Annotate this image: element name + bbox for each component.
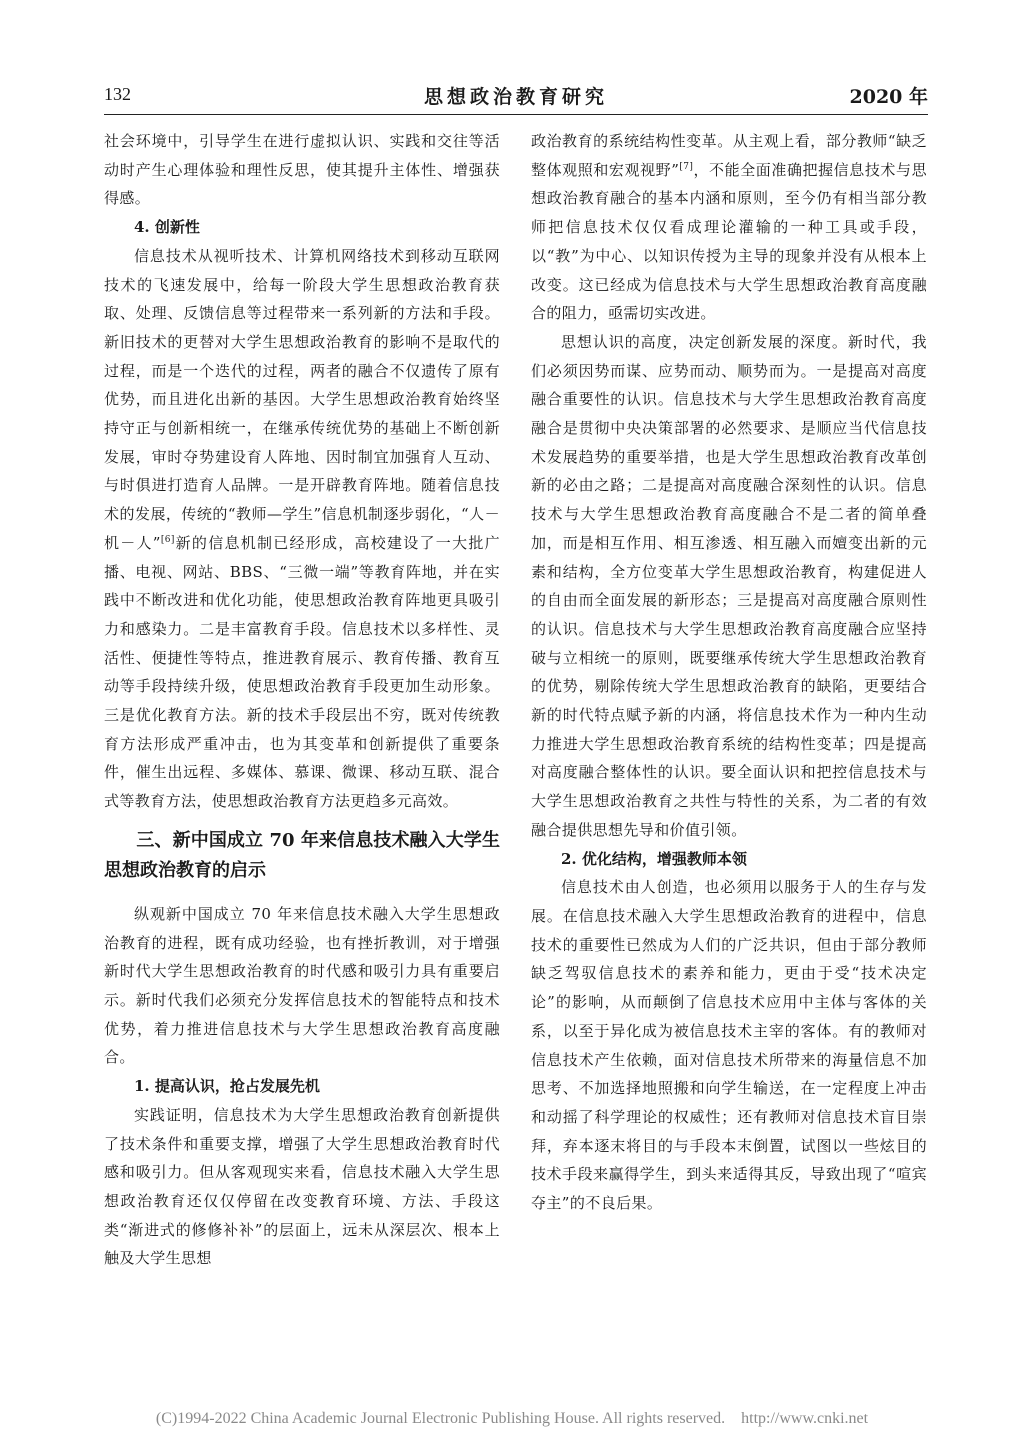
left-column: [104, 127, 500, 1377]
paragraph: 信息技术由人创造，也必须用以服务于人的生存与发展。在信息技术融入大学生思想政治教育的进程中，信息技术的重要性已然成为人们的广泛共识，但由于部分教师缺乏驾驭信息技术的素养和能力，更由于受“技术决定论”的影响，从而颠倒了信息技术应用中主体与客体的关系，以至于异化成为被信息技术主宰的客体。有的教师对信息技术产生依赖，面对信息技术所带来的海量信息不加思考、不加选择地照搬和向学生输送，在一定程度上冲击和动摇了科学理论的权威性；还有教师对信息技术盲目崇拜，弃本逐末将目的与手段本末倒置，试图以一些炫目的技术手段来赢得学生，到头来适得其反，导致出现了“喧宾夺主”的不良后果。: [531, 878, 927, 1213]
subheading-structure: 2. 优化结构，增强教师本领: [561, 849, 747, 868]
paragraph: 纵观新中国成立 70 年来信息技术融入大学生思想政治教育的进程，既有成功经验，也有挫折教训，对于增强新时代大学生思想政治教育的时代感和吸引力具有重要启示。新时代我们必须充分发挥信息技术的智能特点和技术优势，着力推进信息技术与大学生思想政治教育高度融合。: [104, 904, 500, 1067]
paragraph: 思想认识的高度，决定创新发展的深度。新时代，我们必须因势而谋、应势而动、顺势而为。一是提高对高度融合重要性的认识。信息技术与大学生思想政治教育高度融合是贯彻中央决策部署的必然要求、是顺应当代信息技术发展趋势的重要举措，也是大学生思想政治教育改革创新的必由之路；二是提高对高度融合深刻性的认识。信息技术与大学生思想政治教育高度融合不是二者的简单叠加，而是相互作用、相互渗透、相互融入而嬗变出新的元素和结构，全方位变革大学生思想政治教育，构建促进人的自由而全面发展的新形态；三是提高对高度融合原则性的认识。信息技术与大学生思想政治教育高度融合应坚持破与立相统一的原则，既要继承传统大学生思想政治教育的优势，剔除传统大学生思想政治教育的缺陷，更要结合新的时代特点赋予新的内涵，将信息技术作为一种内生动力推进大学生思想政治教育系统的结构性变革；四是提高对高度融合整体性的认识。要全面认识和把控信息技术与大学生思想政治教育之共性与特性的关系，为二者的有效融合提供思想先导和价值引领。: [531, 332, 927, 839]
citation-ref: [7]: [679, 161, 694, 172]
paragraph-text: 信息技术从视听技术、计算机网络技术到移动互联网技术的飞速发展中，给每一阶段大学生思想政治教育获取、处理、反馈信息等过程带来一系列新的方法和手段。新旧技术的更替对大学生思想政治教育的影响不是取代的过程，而是一个迭代的过程，两者的融合不仅遗传了原有优势，而且进化出新的基因。大学生思想政治教育始终坚持守正与创新相统一，在继承传统优势的基础上不断创新发展，审时夺势建设育人阵地、因时制宜加强育人互动、与时俱进打造育人品牌。一是开辟教育阵地。随着信息技术的发展，传统的“教师—学生”信息机制逐步弱化，“人－机－人”: [104, 246, 500, 552]
right-column: [531, 127, 927, 1377]
copyright-footer: [0, 1410, 1024, 1428]
copyright-text: (C)1994-2022 China Academic Journal Electronic Publishing House. All rights reserved.: [155, 1410, 726, 1427]
journal-title: 思想政治教育研究: [423, 86, 608, 108]
paragraph-text: ，不能全面准确把握信息技术与思想政治教育融合的基本内涵和原则，至今仍有相当部分教师把信息技术仅仅看成理论灌输的一种工具或手段，以“教”为中心、以知识传授为主导的现象并没有从根本上改变。这已经成为信息技术与大学生思想政治教育高度融合的阻力，亟需切实改进。: [531, 160, 927, 323]
section-heading: 三、新中国成立 70 年来信息技术融入大学生思想政治教育的启示: [104, 829, 500, 881]
subheading-awareness: 1. 提高认识，抢占发展先机: [134, 1077, 320, 1096]
paragraph-text: 政治教育的系统结构性变革。从主观上看，部分教师“缺乏整体观照和宏观视野”: [531, 132, 927, 179]
paragraph: [104, 242, 500, 816]
paragraph-text: 新的信息机制已经形成，高校建设了一大批广播、电视、网站、BBS、“三微一端”等教育阵地，并在实践中不断改进和优化功能，使思想政治教育阵地更具吸引力和感染力。二是丰富教育手段。信息技术以多样性、灵活性、便捷性等特点，推进教育展示、教育传播、教育互动等手段持续升级，使思想政治教育手段更加生动形象。三是优化教育方法。新的技术手段层出不穷，既对传统教育方法形成严重冲击，也为其变革和创新提供了重要条件，催生出远程、多媒体、慕课、微课、移动互联、混合式等教育方法，使思想政治教育方法更趋多元高效。: [104, 533, 500, 811]
header-rule: [104, 114, 928, 115]
citation-ref: [6]: [160, 534, 175, 545]
paragraph: 实践证明，信息技术为大学生思想政治教育创新提供了技术条件和重要支撑，增强了大学生思想政治教育时代感和吸引力。但从客观现实来看，信息技术融入大学生思想政治教育还仅仅停留在改变教育环境、方法、手段这类“渐进式的修修补补”的层面上，远未从深层次、根本上触及大学生思想: [104, 1105, 500, 1268]
paragraph: [531, 127, 927, 328]
page-number: 132: [104, 84, 131, 104]
subheading-innovation: 4. 创新性: [134, 218, 200, 237]
page-header: [104, 80, 928, 112]
paragraph: 社会环境中，引导学生在进行虚拟认识、实践和交往等活动时产生心理体验和理性反思，使其提升主体性、增强获得感。: [104, 132, 500, 208]
footer-url[interactable]: http://www.cnki.net: [741, 1410, 869, 1427]
journal-year: 2020 年: [849, 86, 928, 108]
